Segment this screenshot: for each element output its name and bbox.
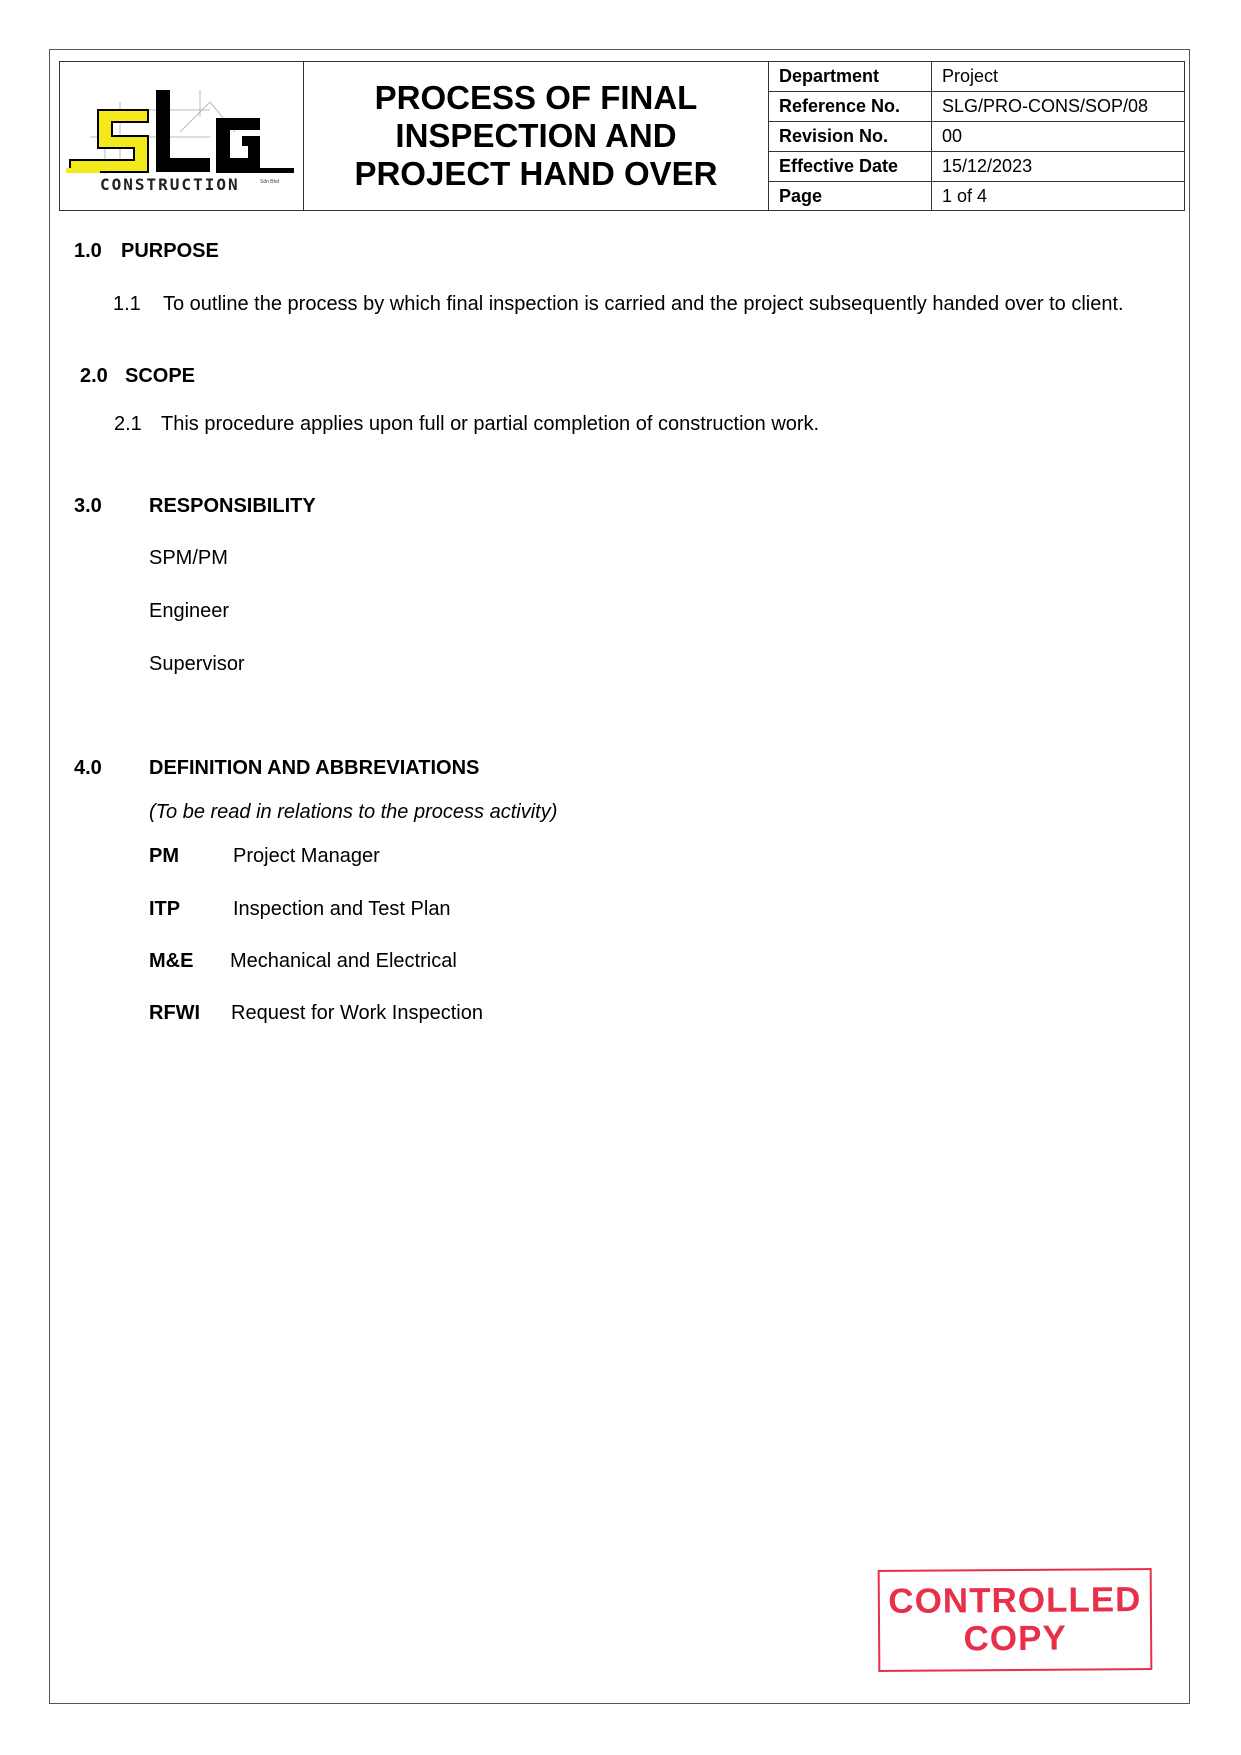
section-title-purpose: PURPOSE — [121, 240, 219, 262]
purpose-item-text: To outline the process by which final inspection is carried and the project subsequently handed over to client. — [163, 293, 1124, 315]
document-meta — [769, 62, 1184, 210]
logo-small-text: Sdn Bhd — [260, 179, 280, 185]
definition-abbr: ITP — [149, 898, 181, 920]
responsibility-role: Supervisor — [149, 653, 245, 675]
document-title — [304, 62, 769, 210]
logo-letter-s — [70, 110, 148, 172]
scope-item-text: This procedure applies upon full or partial completion of construction work. — [161, 413, 820, 435]
definition-abbr: PM — [149, 845, 179, 867]
meta-key: Revision No. — [769, 122, 932, 152]
definitions-note: (To be read in relations to the process activity) — [149, 801, 558, 823]
title-line-3: PROJECT HAND OVER — [354, 155, 718, 192]
meta-key: Page — [769, 182, 932, 212]
stamp-line-1: CONTROLLED — [888, 1580, 1142, 1621]
document-header — [59, 61, 1185, 211]
definition-meaning: Inspection and Test Plan — [233, 898, 451, 920]
logo-subtext: CONSTRUCTION — [100, 175, 240, 194]
scope-item-number: 2.1 — [114, 413, 142, 435]
meta-row-department — [769, 62, 1184, 92]
section-number-definitions: 4.0 — [74, 757, 102, 779]
title-line-1: PROCESS OF FINAL — [374, 79, 698, 116]
meta-row-effective-date — [769, 152, 1184, 182]
meta-key: Department — [769, 62, 932, 92]
stamp-line-2: COPY — [963, 1618, 1067, 1659]
meta-row-revision — [769, 122, 1184, 152]
meta-row-reference — [769, 92, 1184, 122]
section-number-responsibility: 3.0 — [74, 495, 102, 517]
section-title-scope: SCOPE — [125, 365, 196, 387]
purpose-item-number: 1.1 — [113, 293, 141, 315]
meta-value: 15/12/2023 — [932, 152, 1185, 182]
responsibility-role: Engineer — [149, 600, 230, 622]
meta-row-page — [769, 182, 1184, 212]
responsibility-role: SPM/PM — [149, 547, 228, 569]
meta-value: 1 of 4 — [942, 186, 988, 206]
logo-letter-g — [216, 118, 260, 172]
meta-value: SLG/PRO-CONS/SOP/08 — [932, 92, 1185, 122]
controlled-copy-stamp — [878, 1568, 1153, 1672]
section-number-scope: 2.0 — [80, 365, 108, 387]
logo-letter-l — [156, 90, 210, 172]
definition-abbr: M&E — [149, 950, 194, 972]
meta-table — [769, 62, 1184, 211]
meta-value: 00 — [932, 122, 1185, 152]
definition-meaning: Mechanical and Electrical — [230, 950, 457, 972]
meta-value: Project — [932, 62, 1185, 92]
definition-abbr: RFWI — [149, 1002, 201, 1024]
definition-meaning: Project Manager — [233, 845, 380, 867]
section-title-definitions: DEFINITION AND ABBREVIATIONS — [149, 757, 480, 779]
company-logo — [60, 62, 304, 210]
meta-key: Reference No. — [769, 92, 932, 122]
definition-meaning: Request for Work Inspection — [231, 1002, 483, 1024]
section-number-purpose: 1.0 — [74, 240, 102, 262]
section-title-responsibility: RESPONSIBILITY — [149, 495, 316, 517]
meta-key: Effective Date — [769, 152, 932, 182]
title-line-2: INSPECTION AND — [395, 117, 677, 154]
